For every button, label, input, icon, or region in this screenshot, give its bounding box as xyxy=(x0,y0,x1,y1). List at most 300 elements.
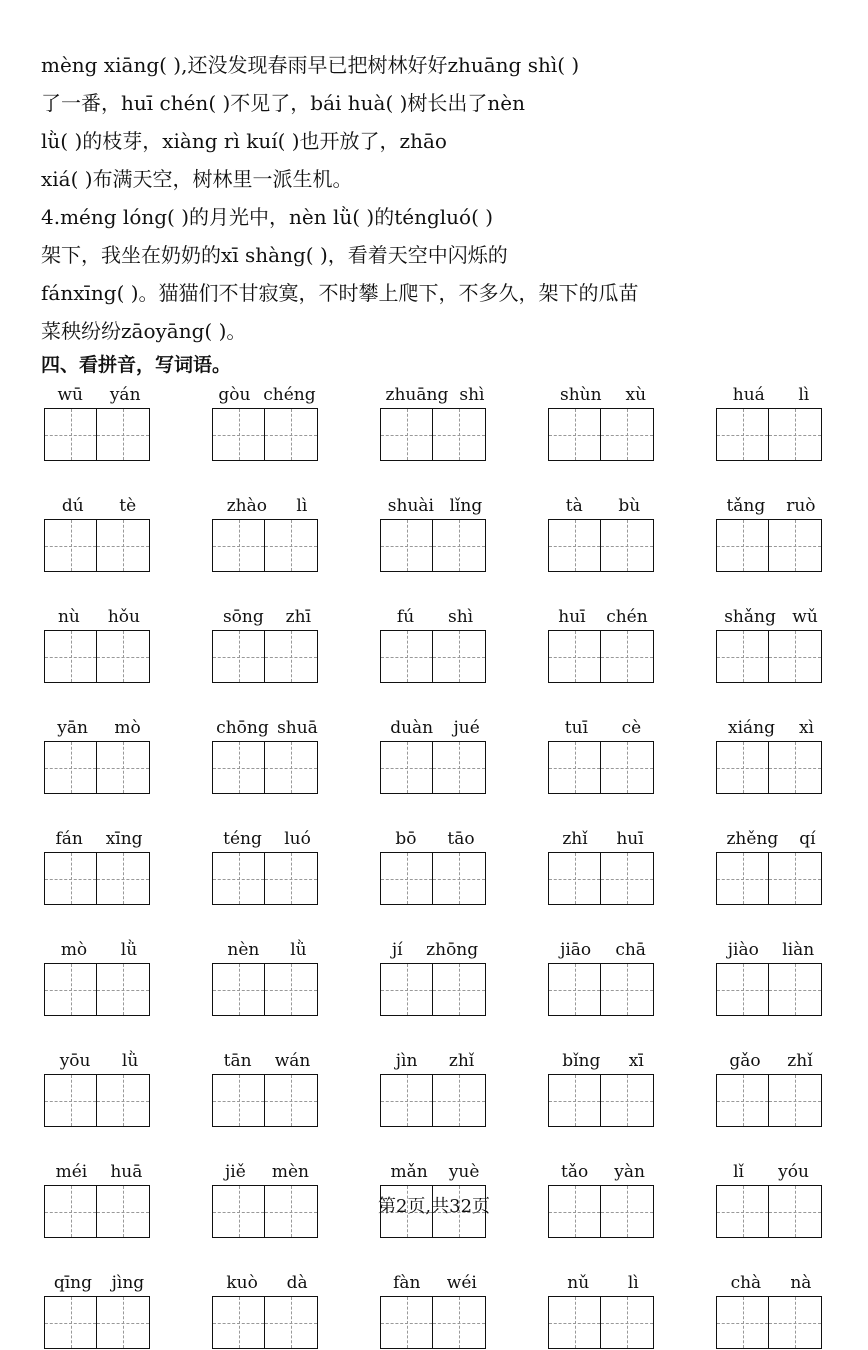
writing-box[interactable] xyxy=(716,519,769,572)
writing-box[interactable] xyxy=(265,963,318,1016)
pinyin-syllable: yóu xyxy=(778,1162,809,1182)
pinyin-label xyxy=(548,826,658,852)
writing-box[interactable] xyxy=(548,741,601,794)
pinyin-syllable: yuè xyxy=(448,1162,480,1182)
tianzige-boxes xyxy=(380,630,490,684)
word-item xyxy=(212,382,322,462)
writing-box[interactable] xyxy=(380,963,433,1016)
writing-box[interactable] xyxy=(548,963,601,1016)
writing-box[interactable] xyxy=(44,1296,97,1349)
pinyin-syllable: zhǐ xyxy=(787,1051,813,1071)
tianzige-boxes xyxy=(380,1074,490,1128)
pinyin-syllable: zhǐ xyxy=(562,829,588,849)
tianzige-boxes xyxy=(716,408,826,462)
passage-line: 了一番，huī chén( )不见了，bái huà( )树长出了nèn xyxy=(41,91,526,115)
pinyin-syllable: xiáng xyxy=(727,718,775,738)
pinyin-label xyxy=(716,1270,826,1296)
writing-box[interactable] xyxy=(212,1296,265,1349)
writing-box[interactable] xyxy=(601,741,654,794)
writing-box[interactable] xyxy=(265,1296,318,1349)
writing-box[interactable] xyxy=(44,1074,97,1127)
tianzige-boxes xyxy=(716,1074,826,1128)
writing-box[interactable] xyxy=(97,741,150,794)
pinyin-syllable: kuò xyxy=(226,1273,258,1293)
writing-box[interactable] xyxy=(716,741,769,794)
tianzige-boxes xyxy=(548,408,658,462)
pinyin-syllable: jìng xyxy=(111,1273,145,1293)
pinyin-label xyxy=(44,382,154,408)
writing-box[interactable] xyxy=(433,852,486,905)
pinyin-label xyxy=(716,715,826,741)
tianzige-boxes xyxy=(212,630,322,684)
reading-passage xyxy=(41,46,827,350)
pinyin-syllable: jiào xyxy=(727,940,759,960)
pinyin-syllable: wéi xyxy=(446,1273,477,1293)
tianzige-boxes xyxy=(548,519,658,573)
page-footer: 第2页,共32页 xyxy=(377,1196,491,1217)
pinyin-label xyxy=(548,382,658,408)
writing-box[interactable] xyxy=(380,519,433,572)
writing-box[interactable] xyxy=(44,852,97,905)
pinyin-syllable: dà xyxy=(286,1273,308,1293)
writing-box[interactable] xyxy=(380,1296,433,1349)
writing-box[interactable] xyxy=(265,408,318,461)
tianzige-boxes xyxy=(380,741,490,795)
pinyin-syllable: lǐ xyxy=(733,1162,744,1182)
word-item xyxy=(212,826,322,906)
word-item xyxy=(212,1048,322,1128)
pinyin-label xyxy=(380,604,490,630)
pinyin-label xyxy=(380,1270,490,1296)
pinyin-label xyxy=(548,604,658,630)
pinyin-label xyxy=(212,1159,322,1185)
pinyin-syllable: fàn xyxy=(393,1273,421,1293)
pinyin-label xyxy=(212,493,322,519)
pinyin-syllable: jí xyxy=(391,940,403,960)
pinyin-label xyxy=(44,1159,154,1185)
pinyin-syllable: huī xyxy=(616,829,644,849)
writing-box[interactable] xyxy=(601,1296,654,1349)
writing-box[interactable] xyxy=(44,963,97,1016)
writing-box[interactable] xyxy=(265,741,318,794)
word-item xyxy=(716,493,826,573)
writing-box[interactable] xyxy=(97,1296,150,1349)
writing-box[interactable] xyxy=(601,630,654,683)
word-item xyxy=(44,604,154,684)
word-item xyxy=(716,937,826,1017)
pinyin-syllable: xī xyxy=(628,1051,644,1071)
pinyin-syllable: tǎo xyxy=(561,1162,589,1182)
pinyin-syllable: zhuāng xyxy=(385,385,449,405)
tianzige-boxes xyxy=(716,630,826,684)
pinyin-syllable: chà xyxy=(730,1273,762,1293)
pinyin-syllable: gòu xyxy=(218,385,251,405)
writing-box[interactable] xyxy=(212,519,265,572)
word-item xyxy=(716,382,826,462)
pinyin-syllable: yān xyxy=(57,718,88,738)
pinyin-syllable: zhào xyxy=(226,496,267,516)
word-item xyxy=(380,826,490,906)
pinyin-label xyxy=(44,1270,154,1296)
tianzige-boxes xyxy=(548,1296,658,1350)
pinyin-label xyxy=(716,493,826,519)
pinyin-label xyxy=(212,1270,322,1296)
pinyin-syllable: shuā xyxy=(277,718,318,738)
tianzige-boxes xyxy=(380,852,490,906)
word-item xyxy=(716,1270,826,1350)
writing-box[interactable] xyxy=(44,408,97,461)
word-item xyxy=(548,382,658,462)
word-item xyxy=(212,1270,322,1350)
writing-box[interactable] xyxy=(97,852,150,905)
pinyin-syllable: nù xyxy=(57,607,80,627)
writing-box[interactable] xyxy=(380,630,433,683)
pinyin-syllable: tà xyxy=(565,496,583,516)
writing-box[interactable] xyxy=(212,963,265,1016)
pinyin-label xyxy=(380,826,490,852)
pinyin-syllable: bǐng xyxy=(562,1051,601,1071)
passage-line: 架下，我坐在奶奶的xī shàng( )，看着天空中闪烁的 xyxy=(41,243,508,267)
word-item xyxy=(44,937,154,1017)
writing-box[interactable] xyxy=(433,519,486,572)
writing-box[interactable] xyxy=(601,963,654,1016)
pinyin-syllable: cè xyxy=(621,718,642,738)
tianzige-boxes xyxy=(548,852,658,906)
tianzige-boxes xyxy=(716,963,826,1017)
writing-box[interactable] xyxy=(769,519,822,572)
pinyin-syllable: lǐng xyxy=(449,496,483,516)
pinyin-label xyxy=(212,826,322,852)
writing-box[interactable] xyxy=(548,1296,601,1349)
pinyin-label xyxy=(380,493,490,519)
pinyin-syllable: nà xyxy=(790,1273,812,1293)
pinyin-syllable: luó xyxy=(284,829,311,849)
writing-box[interactable] xyxy=(601,408,654,461)
word-item xyxy=(548,493,658,573)
writing-box[interactable] xyxy=(548,630,601,683)
pinyin-syllable: mò xyxy=(114,718,141,738)
pinyin-label xyxy=(44,493,154,519)
word-item xyxy=(44,493,154,573)
tianzige-boxes xyxy=(212,1074,322,1128)
writing-box[interactable] xyxy=(380,1074,433,1127)
pinyin-syllable: bù xyxy=(618,496,641,516)
word-item xyxy=(548,937,658,1017)
word-item xyxy=(716,715,826,795)
writing-box[interactable] xyxy=(769,630,822,683)
writing-box[interactable] xyxy=(44,741,97,794)
writing-box[interactable] xyxy=(769,963,822,1016)
writing-box[interactable] xyxy=(548,1074,601,1127)
pinyin-syllable: xù xyxy=(625,385,647,405)
writing-box[interactable] xyxy=(44,630,97,683)
pinyin-label xyxy=(212,604,322,630)
writing-box[interactable] xyxy=(716,963,769,1016)
pinyin-syllable: téng xyxy=(223,829,262,849)
pinyin-syllable: bō xyxy=(395,829,417,849)
writing-box[interactable] xyxy=(601,852,654,905)
pinyin-syllable: mǎn xyxy=(390,1162,428,1182)
pinyin-syllable: yōu xyxy=(59,1051,91,1071)
writing-box[interactable] xyxy=(265,1074,318,1127)
writing-box[interactable] xyxy=(433,630,486,683)
word-item xyxy=(380,715,490,795)
word-item xyxy=(716,1048,826,1128)
pinyin-syllable: tǎng xyxy=(726,496,766,516)
writing-box[interactable] xyxy=(601,519,654,572)
tianzige-boxes xyxy=(44,852,154,906)
tianzige-boxes xyxy=(716,852,826,906)
passage-line: lǜ( )的枝芽，xiàng rì kuí( )也开放了，zhāo xyxy=(41,129,447,153)
pinyin-syllable: lì xyxy=(798,385,810,405)
pinyin-syllable: shùn xyxy=(559,385,602,405)
pinyin-syllable: jiě xyxy=(225,1162,246,1182)
writing-box[interactable] xyxy=(212,630,265,683)
writing-box[interactable] xyxy=(716,1074,769,1127)
writing-box[interactable] xyxy=(601,1074,654,1127)
writing-box[interactable] xyxy=(265,519,318,572)
pinyin-syllable: wū xyxy=(57,385,83,405)
pinyin-syllable: qīng xyxy=(53,1273,92,1293)
pinyin-syllable: mèn xyxy=(271,1162,309,1182)
pinyin-syllable: xì xyxy=(798,718,814,738)
tianzige-boxes xyxy=(380,519,490,573)
pinyin-label xyxy=(44,715,154,741)
word-item xyxy=(44,715,154,795)
pinyin-syllable: lǜ xyxy=(121,1051,139,1071)
tianzige-boxes xyxy=(548,741,658,795)
pinyin-syllable: huā xyxy=(110,1162,143,1182)
pinyin-syllable: shì xyxy=(447,607,474,627)
writing-box[interactable] xyxy=(97,963,150,1016)
pinyin-syllable: chā xyxy=(615,940,646,960)
pinyin-label xyxy=(212,1048,322,1074)
pinyin-label xyxy=(380,382,490,408)
writing-box[interactable] xyxy=(97,1074,150,1127)
pinyin-syllable: gǎo xyxy=(729,1051,761,1071)
word-item xyxy=(548,1048,658,1128)
pinyin-label xyxy=(44,604,154,630)
pinyin-syllable: nèn xyxy=(227,940,260,960)
pinyin-label xyxy=(716,382,826,408)
pinyin-syllable: jué xyxy=(453,718,480,738)
tianzige-boxes xyxy=(44,630,154,684)
writing-box[interactable] xyxy=(716,630,769,683)
pinyin-label xyxy=(716,604,826,630)
pinyin-syllable: tè xyxy=(119,496,137,516)
pinyin-syllable: zhōng xyxy=(426,940,479,960)
tianzige-boxes xyxy=(212,852,322,906)
writing-box[interactable] xyxy=(548,852,601,905)
pinyin-label xyxy=(380,937,490,963)
word-item xyxy=(380,493,490,573)
pinyin-label xyxy=(716,1048,826,1074)
passage-line: 菜秧纷纷zāoyāng( )。 xyxy=(41,319,247,343)
pinyin-label xyxy=(44,1048,154,1074)
writing-box[interactable] xyxy=(380,408,433,461)
pinyin-label xyxy=(212,715,322,741)
tianzige-boxes xyxy=(44,1074,154,1128)
pinyin-syllable: jiāo xyxy=(560,940,592,960)
passage-line: mèng xiāng( ),还没发现春雨早已把树林好好zhuāng shì( ) xyxy=(41,53,580,77)
pinyin-label xyxy=(548,715,658,741)
tianzige-boxes xyxy=(716,741,826,795)
pinyin-syllable: nǔ xyxy=(567,1273,590,1293)
writing-box[interactable] xyxy=(769,852,822,905)
writing-box[interactable] xyxy=(97,408,150,461)
pinyin-label xyxy=(548,493,658,519)
word-item xyxy=(548,1270,658,1350)
word-item xyxy=(716,604,826,684)
pinyin-syllable: lì xyxy=(627,1273,639,1293)
pinyin-label xyxy=(548,937,658,963)
writing-box[interactable] xyxy=(97,630,150,683)
pinyin-syllable: fán xyxy=(55,829,83,849)
passage-line: xiá( )布满天空，树林里一派生机。 xyxy=(41,167,353,191)
pinyin-syllable: yán xyxy=(109,385,141,405)
writing-box[interactable] xyxy=(716,408,769,461)
writing-box[interactable] xyxy=(769,1074,822,1127)
pinyin-syllable: zhī xyxy=(285,607,312,627)
writing-box[interactable] xyxy=(433,963,486,1016)
word-item xyxy=(548,826,658,906)
pinyin-syllable: duàn xyxy=(390,718,434,738)
pinyin-syllable: huá xyxy=(732,385,765,405)
word-item xyxy=(380,937,490,1017)
pinyin-syllable: tāo xyxy=(447,829,475,849)
pinyin-label xyxy=(212,937,322,963)
tianzige-boxes xyxy=(44,519,154,573)
word-item xyxy=(212,604,322,684)
pinyin-syllable: fú xyxy=(396,607,415,627)
tianzige-boxes xyxy=(380,408,490,462)
writing-box[interactable] xyxy=(548,408,601,461)
pinyin-syllable: yàn xyxy=(614,1162,645,1182)
writing-box[interactable] xyxy=(769,408,822,461)
pinyin-label xyxy=(716,826,826,852)
pinyin-label xyxy=(44,826,154,852)
pinyin-label xyxy=(548,1159,658,1185)
tianzige-boxes xyxy=(44,741,154,795)
pinyin-syllable: dú xyxy=(61,496,84,516)
pinyin-label xyxy=(548,1270,658,1296)
pinyin-label xyxy=(380,1048,490,1074)
writing-box[interactable] xyxy=(548,519,601,572)
pinyin-syllable: zhǐ xyxy=(448,1051,475,1071)
pinyin-label xyxy=(716,1159,826,1185)
word-item xyxy=(380,1048,490,1128)
word-item xyxy=(380,1270,490,1350)
writing-box[interactable] xyxy=(380,852,433,905)
pinyin-syllable: lǜ xyxy=(120,940,138,960)
tianzige-boxes xyxy=(212,519,322,573)
word-item xyxy=(44,826,154,906)
tianzige-boxes xyxy=(548,1074,658,1128)
passage-line: 4.méng lóng( )的月光中，nèn lǜ( )的téngluó( ) xyxy=(41,205,494,229)
pinyin-syllable: chéng xyxy=(263,385,316,405)
tianzige-boxes xyxy=(716,1296,826,1350)
pinyin-syllable: hǒu xyxy=(107,607,140,627)
writing-box[interactable] xyxy=(716,852,769,905)
tianzige-boxes xyxy=(212,408,322,462)
writing-box[interactable] xyxy=(433,1296,486,1349)
pinyin-label xyxy=(380,1159,490,1185)
pinyin-label xyxy=(716,937,826,963)
writing-box[interactable] xyxy=(265,630,318,683)
word-item xyxy=(212,937,322,1017)
passage-line: fánxīng( )。猫猫们不甘寂寞，不时攀上爬下，不多久，架下的瓜苗 xyxy=(41,281,639,305)
word-item xyxy=(44,1048,154,1128)
pinyin-syllable: sōng xyxy=(222,607,264,627)
writing-box[interactable] xyxy=(433,1074,486,1127)
word-item xyxy=(548,715,658,795)
pinyin-syllable: shǎng xyxy=(724,607,776,627)
tianzige-boxes xyxy=(212,963,322,1017)
section-heading: 四、看拼音，写词语。 xyxy=(41,354,232,376)
pinyin-syllable: huī xyxy=(558,607,586,627)
pinyin-syllable: mò xyxy=(60,940,88,960)
pinyin-syllable: chōng xyxy=(216,718,269,738)
writing-box[interactable] xyxy=(716,1296,769,1349)
writing-box[interactable] xyxy=(212,852,265,905)
word-item xyxy=(716,826,826,906)
pinyin-syllable: lǜ xyxy=(290,940,307,960)
pinyin-syllable: shì xyxy=(459,385,485,405)
pinyin-syllable: tān xyxy=(223,1051,252,1071)
pinyin-syllable: ruò xyxy=(786,496,816,516)
pinyin-syllable: méi xyxy=(55,1162,88,1182)
pinyin-syllable: shuài xyxy=(387,496,434,516)
tianzige-boxes xyxy=(212,741,322,795)
writing-box[interactable] xyxy=(769,1296,822,1349)
pinyin-syllable: zhěng xyxy=(726,829,779,849)
writing-box[interactable] xyxy=(380,741,433,794)
pinyin-syllable: lì xyxy=(296,496,308,516)
pinyin-syllable: wǔ xyxy=(792,607,818,627)
pinyin-label xyxy=(548,1048,658,1074)
writing-box[interactable] xyxy=(44,519,97,572)
word-item xyxy=(44,382,154,462)
tianzige-boxes xyxy=(44,1296,154,1350)
tianzige-boxes xyxy=(212,1296,322,1350)
writing-box[interactable] xyxy=(212,408,265,461)
writing-box[interactable] xyxy=(433,741,486,794)
word-item xyxy=(212,493,322,573)
pinyin-syllable: tuī xyxy=(564,718,589,738)
writing-box[interactable] xyxy=(212,741,265,794)
tianzige-boxes xyxy=(44,963,154,1017)
tianzige-boxes xyxy=(380,1296,490,1350)
pinyin-syllable: jìn xyxy=(395,1051,418,1071)
writing-box[interactable] xyxy=(433,408,486,461)
word-item xyxy=(380,604,490,684)
writing-box[interactable] xyxy=(97,519,150,572)
pinyin-syllable: xīng xyxy=(105,829,143,849)
writing-box[interactable] xyxy=(265,852,318,905)
tianzige-boxes xyxy=(548,630,658,684)
pinyin-label xyxy=(212,382,322,408)
tianzige-boxes xyxy=(380,963,490,1017)
word-item xyxy=(548,604,658,684)
word-item xyxy=(212,715,322,795)
pinyin-syllable: liàn xyxy=(782,940,815,960)
pinyin-syllable: qí xyxy=(799,829,816,849)
pinyin-syllable: chén xyxy=(606,607,648,627)
pinyin-label xyxy=(380,715,490,741)
writing-box[interactable] xyxy=(212,1074,265,1127)
word-item xyxy=(380,382,490,462)
writing-box[interactable] xyxy=(769,741,822,794)
